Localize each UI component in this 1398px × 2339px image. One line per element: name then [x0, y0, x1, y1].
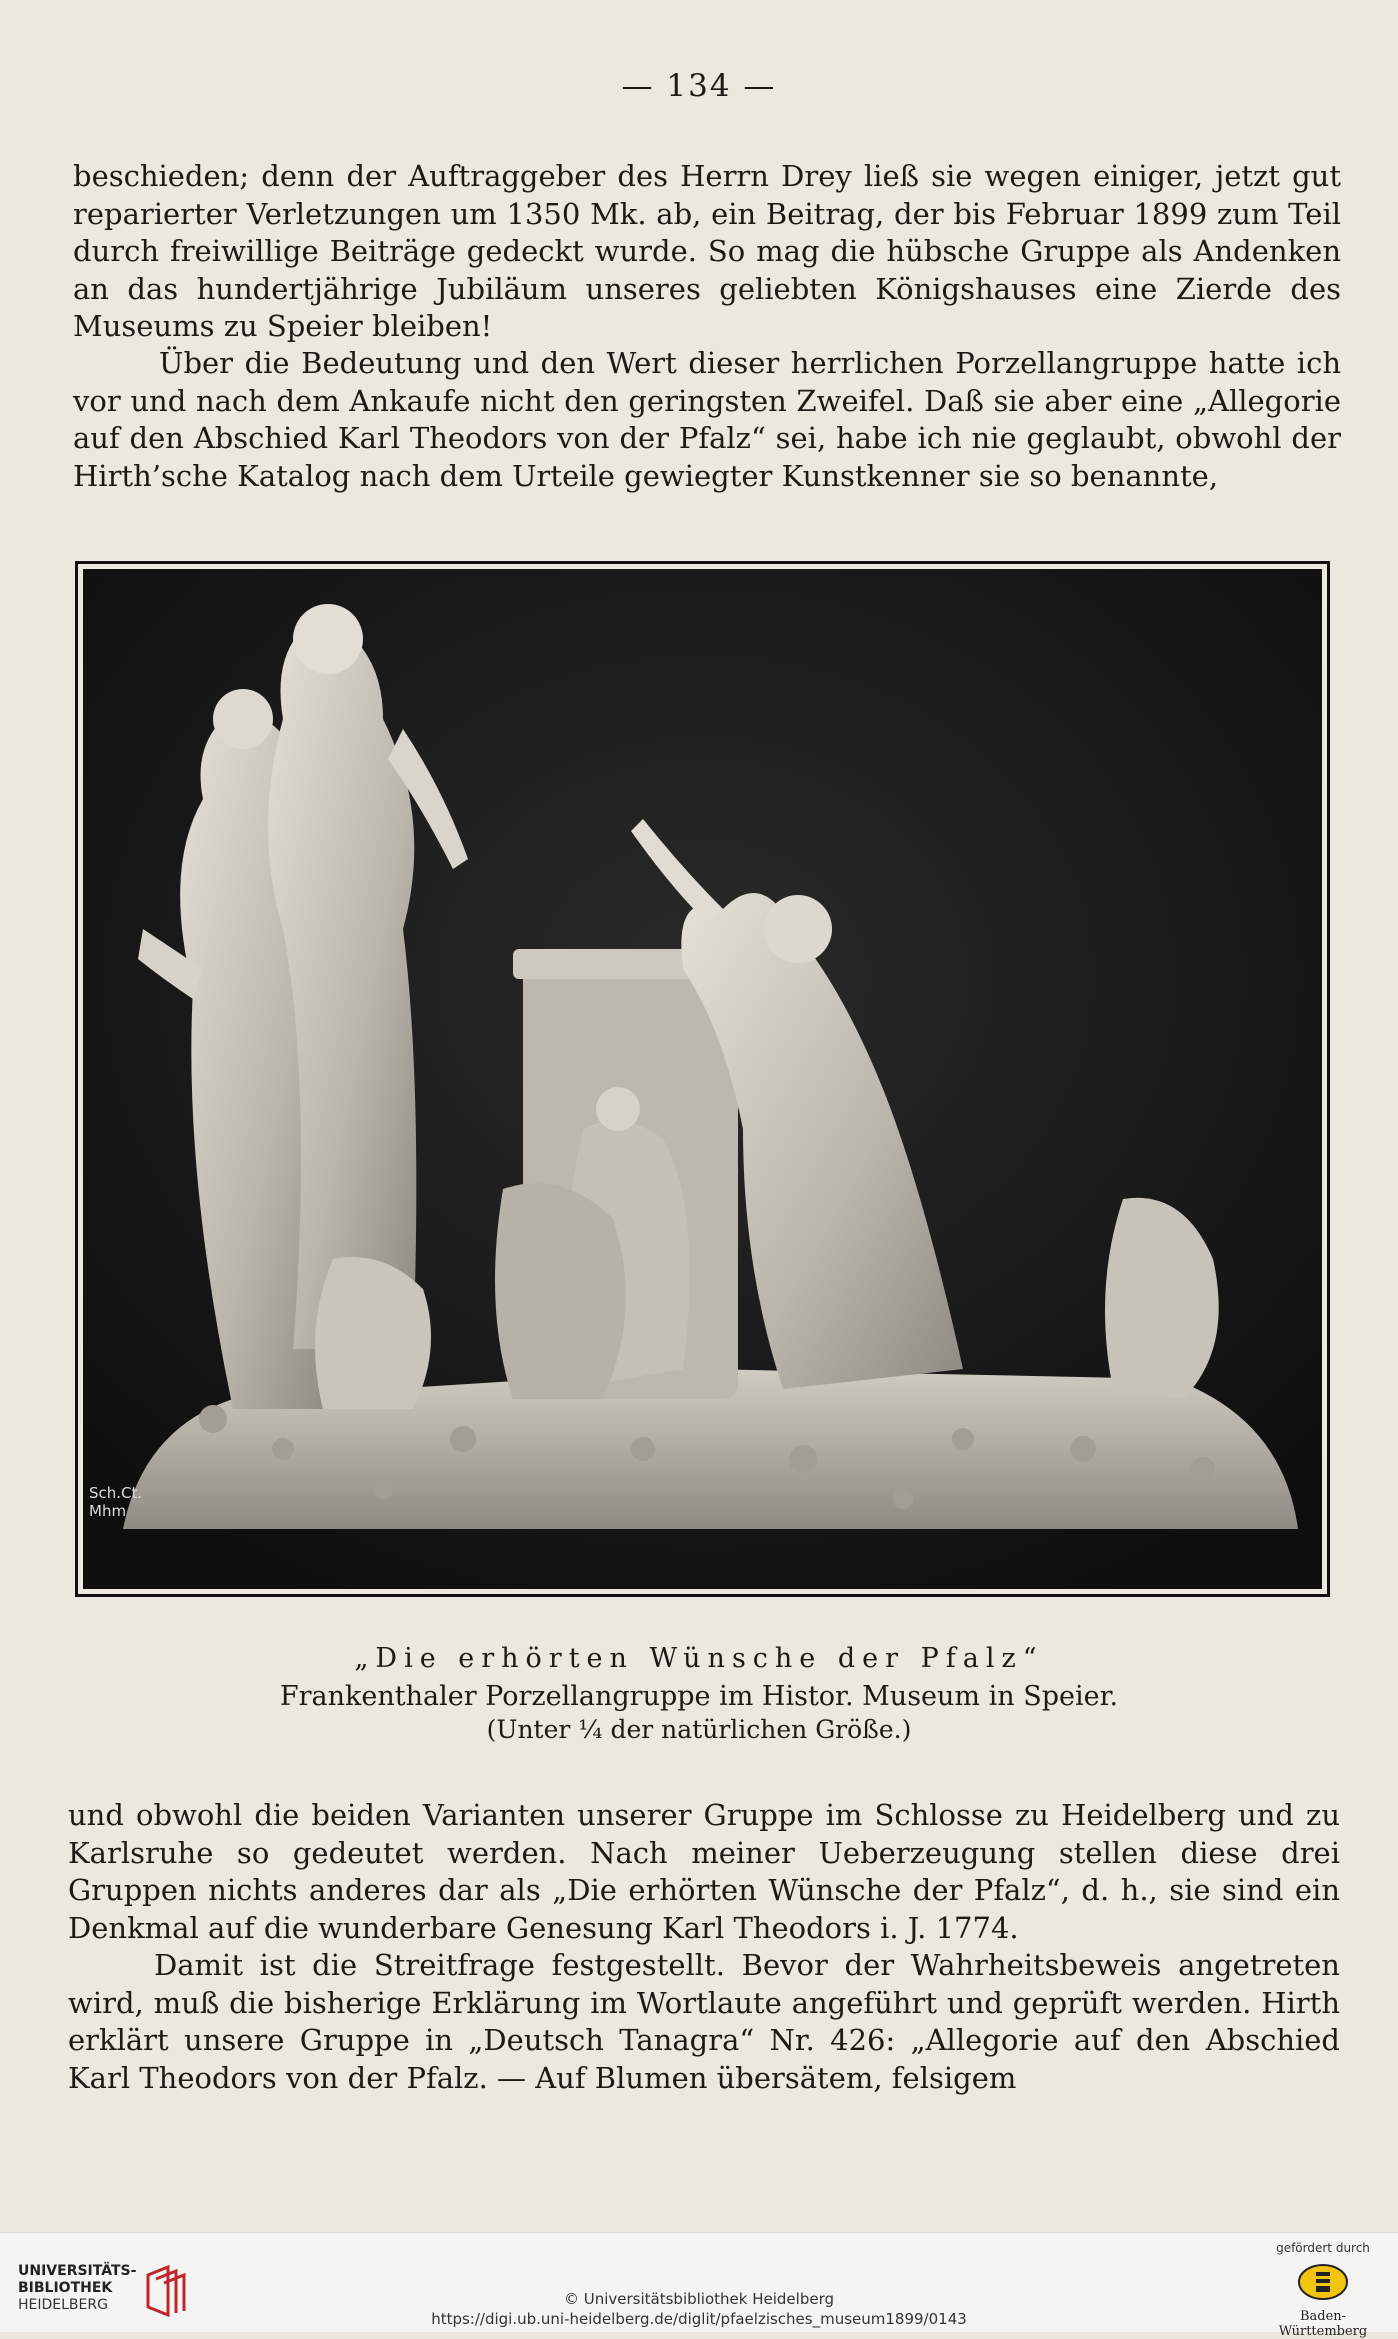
page-number: — 134 —: [621, 68, 777, 104]
paragraph-4: [68, 1947, 1340, 2097]
document-url-link[interactable]: https://digi.ub.uni-heidelberg.de/diglit/pfaelzisches_museum1899/0143: [431, 2310, 967, 2328]
photographer-mark: [89, 1484, 142, 1520]
coat-of-arms-icon: [1297, 2263, 1349, 2301]
funder-name: Baden-Württemberg: [1278, 2309, 1368, 2339]
figure-caption-note: (Unter ¼ der natürlichen Größe.): [486, 1715, 912, 1744]
paragraph-2-text: Über die Bedeutung und den Wert dieser herrlichen Porzellangruppe hatte ich vor und nach dem Ankaufe nicht den geringsten Zweifel. Daß sie aber eine „Allegorie auf den Abschied Karl Theodors von der Pfalz“ sei, habe ich nie geglaubt, obwohl der Hirth’sche Katalog nach dem Urteile gewiegter Kunstkenner sie so benannte,: [73, 346, 1341, 493]
paragraph-1: beschieden; denn der Auftraggeber des Herrn Drey ließ sie wegen einiger, jetzt gut reparierter Verletzungen um 1350 Mk. ab, ein Beitrag, der bis Februar 1899 zum Teil durch freiwillige Beiträge gedeckt wurde. So mag die hübsche Gruppe als Andenken an das hundertjährige Jubiläum unseres geliebten Königshauses eine Zierde des Museums zu Speier bleiben!: [73, 159, 1341, 343]
library-name-line-3: HEIDELBERG: [18, 2297, 108, 2313]
porcelain-group-photo: [83, 569, 1322, 1589]
porcelain-group-illustration: [83, 569, 1322, 1589]
funder-logo[interactable]: [1268, 2241, 1378, 2339]
paragraph-3: und obwohl die beiden Varianten unserer Gruppe im Schlosse zu Heidelberg und zu Karlsruhe so gedeutet werden. Nach meiner Ueberzeugung stellen diese drei Gruppen nichts anderes dar als „Die erhörten Wünsche der Pfalz“, d. h., sie sind ein Denkmal auf die wunderbare Genesung Karl Theodors i. J. 1774.: [68, 1798, 1340, 1945]
library-name-line-1: UNIVERSITÄTS-: [18, 2263, 137, 2279]
photographer-mark-line-1: Sch.Ct.: [89, 1484, 143, 1502]
figure-frame: [75, 561, 1330, 1597]
figure-caption-subtitle: Frankenthaler Porzellangruppe im Histor. Museum in Speier.: [279, 1681, 1119, 1712]
figure-caption-title: „Die erhörten Wünsche der Pfalz“: [354, 1643, 1044, 1674]
library-name-line-2: BIBLIOTHEK: [18, 2280, 113, 2296]
paragraph-4-text: Damit ist die Streitfrage festgestellt. Bevor der Wahrheitsbeweis angetreten wird, muß die bisherige Erklärung im Wortlaute angeführt und geprüft werden. Hirth erklärt unsere Gruppe in „Deutsch Tanagra“ Nr. 426: „Allegorie auf den Abschied Karl Theodors von der Pfalz. — Auf Blumen übersätem, felsigem: [68, 1948, 1340, 2095]
funded-by-label: gefördert durch: [1276, 2241, 1370, 2255]
viewer-footer: [0, 2232, 1398, 2339]
copyright-notice: © Universitätsbibliothek Heidelberg: [563, 2290, 834, 2308]
photographer-mark-line-2: Mhm: [89, 1502, 127, 1520]
paragraph-2: [73, 345, 1341, 495]
